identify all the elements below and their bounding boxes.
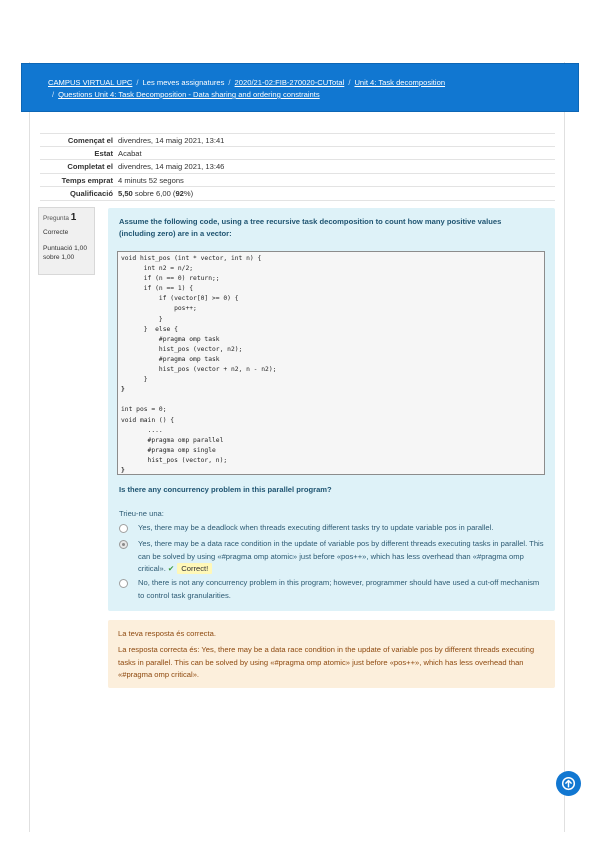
summary-label: Estat <box>94 148 113 158</box>
check-icon: ✔ <box>167 564 175 573</box>
answer-option-a[interactable] <box>119 522 544 535</box>
question-formulation <box>108 208 555 611</box>
code-line: pos++; <box>121 305 197 313</box>
radio-button[interactable] <box>119 524 128 533</box>
answer-option-text: Yes, there may be a deadlock when threads executing different tasks try to update variable pos in parallel. <box>138 523 494 532</box>
summary-row-grade <box>40 187 555 201</box>
code-line: #pragma omp parallel <box>121 436 224 444</box>
question-text: Assume the following code, using a tree recursive task decomposition to count how many positive values (including zero) are in a vector: <box>119 217 502 238</box>
answer-option-text <box>138 538 544 576</box>
radio-button-selected[interactable] <box>119 540 128 549</box>
code-line: if (n == 0) return;; <box>121 275 220 283</box>
summary-value: Acabat <box>118 148 142 158</box>
answer-option-text: No, there is not any concurrency problem in this program; however, programmer should have used a cut-off mechanism to control task granularities. <box>138 578 540 600</box>
code-line: if (vector[0] >= 0) { <box>121 295 239 303</box>
question-grade-line: sobre 1,00 <box>43 254 75 261</box>
code-line: } <box>121 376 148 384</box>
answer-option-b[interactable] <box>119 538 544 576</box>
feedback-box <box>108 620 555 688</box>
summary-label: Temps emprat <box>61 175 113 185</box>
code-line: } <box>121 315 163 323</box>
summary-row-started <box>40 133 555 147</box>
summary-row-completed <box>40 160 555 174</box>
summary-row-time-taken <box>40 174 555 188</box>
grade-value <box>118 187 193 200</box>
code-line: } <box>121 386 125 394</box>
breadcrumb-item-course[interactable]: 2020/21-02:FIB-270020-CUTotal <box>234 78 345 87</box>
breadcrumb-separator: / <box>348 78 351 87</box>
breadcrumb-item-quiz[interactable]: Questions Unit 4: Task Decomposition - Data sharing and ordering constraints <box>58 90 320 99</box>
code-line: void main () { <box>121 416 175 424</box>
attempt-summary-table <box>40 133 555 201</box>
grade-suffix: %) <box>183 189 194 198</box>
question-grade-line: Puntuació 1,00 <box>43 245 87 252</box>
code-line: hist_pos (vector, n2); <box>121 345 243 353</box>
breadcrumb-separator: / <box>228 78 231 87</box>
question-grade <box>43 244 90 262</box>
code-line: int pos = 0; <box>121 406 167 414</box>
grade-percent: 92 <box>175 189 184 198</box>
feedback-correct-answer: La resposta correcta és: Yes, there may be a data race condition in the update of variable pos by different threads executing tasks in parallel. This can be solved by using «#pragma omp atomic» just before «pos++», which has less overhead than «#pragma omp critical». <box>118 645 535 679</box>
summary-value: divendres, 14 maig 2021, 13:41 <box>118 136 225 145</box>
code-line: void hist_pos (int * vector, int n) { <box>121 255 262 262</box>
summary-row-state <box>40 147 555 161</box>
breadcrumb-separator: / <box>52 90 55 99</box>
code-line: #pragma omp task <box>121 355 220 363</box>
feedback-result: La teva resposta és correcta. <box>118 629 216 638</box>
code-line: } <box>121 466 125 474</box>
code-line: .... <box>121 426 163 434</box>
summary-value: divendres, 14 maig 2021, 13:46 <box>118 162 225 171</box>
code-line: hist_pos (vector, n); <box>121 456 228 464</box>
radio-button[interactable] <box>119 579 128 588</box>
code-block <box>117 251 545 475</box>
question-label: Pregunta <box>43 215 69 222</box>
breadcrumb-item-campus[interactable]: CAMPUS VIRTUAL UPC <box>48 78 133 87</box>
correct-badge: Correct! <box>177 563 212 574</box>
breadcrumb-item-my-courses[interactable]: Les meves assignatures <box>142 78 225 87</box>
question-state: Correcte <box>43 229 69 236</box>
summary-label: Qualificació <box>69 189 113 198</box>
grade-score: 5,50 <box>118 189 133 198</box>
code-line: hist_pos (vector + n2, n - n2); <box>121 366 277 374</box>
choose-one-label: Trieu-ne una: <box>119 509 164 518</box>
code-line: if (n == 1) { <box>121 285 194 293</box>
arrow-up-circle-icon <box>561 776 576 791</box>
breadcrumb <box>48 77 578 101</box>
summary-label: Començat el <box>67 136 113 145</box>
question-number-value: 1 <box>70 212 77 223</box>
code-line <box>121 395 541 405</box>
question-prompt: Is there any concurrency problem in this parallel program? <box>119 485 332 494</box>
breadcrumb-item-unit[interactable]: Unit 4: Task decomposition <box>354 78 446 87</box>
grade-text: sobre 6,00 ( <box>134 189 176 198</box>
question-number <box>43 212 90 223</box>
back-to-top-button[interactable] <box>556 771 581 796</box>
summary-label: Completat el <box>67 162 113 171</box>
code-line: #pragma omp task <box>121 335 220 343</box>
answer-option-text-value: Yes, there may be a data race condition in the update of variable pos by different threads executing tasks in parallel. This can be solved by using «#pragma omp atomic» just before «pos++», which has less overhead than «#pragma omp critical». <box>138 539 544 573</box>
page-header <box>21 63 579 112</box>
summary-value: 4 minuts 52 segons <box>118 175 184 185</box>
answer-option-c[interactable] <box>119 577 544 602</box>
breadcrumb-separator: / <box>136 78 139 87</box>
code-line: int n2 = n/2; <box>121 265 194 273</box>
code-line: } else { <box>121 325 178 333</box>
code-line: #pragma omp single <box>121 446 216 454</box>
question-info-box <box>38 207 95 275</box>
